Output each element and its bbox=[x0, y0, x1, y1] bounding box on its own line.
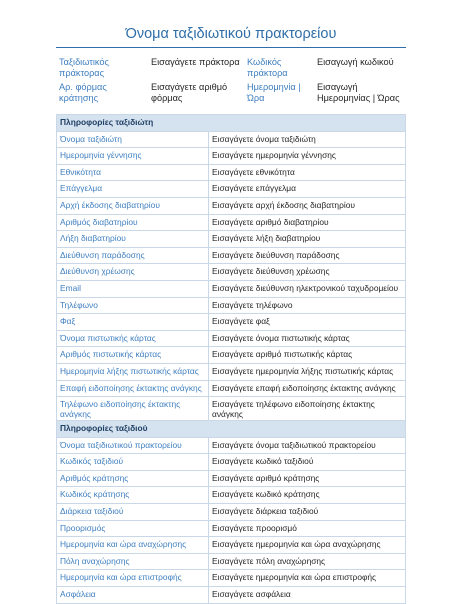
table-row bbox=[57, 314, 406, 331]
field-value[interactable]: Εισαγάγετε τηλέφωνο ειδοποίησης έκτακτης ανάγκης bbox=[209, 397, 406, 421]
field-value[interactable]: Εισαγάγετε όνομα ταξιδιωτικού πρακτορείου bbox=[209, 437, 406, 454]
table-row bbox=[57, 280, 406, 297]
field-value[interactable]: Εισαγάγετε διεύθυνση παράδοσης bbox=[209, 247, 406, 264]
field-label: Όνομα πιστωτικής κάρτας bbox=[57, 330, 209, 347]
field-label: Ημερομηνία και ώρα επιστροφής bbox=[57, 570, 209, 587]
field-label: Πόλη αναχώρησης bbox=[57, 553, 209, 570]
field-label: Αριθμός πιστωτικής κάρτας bbox=[57, 347, 209, 364]
section-header-row bbox=[57, 115, 406, 132]
header-field-value[interactable]: Εισαγωγή Ημερομηνίας | Ώρας bbox=[317, 82, 400, 103]
table-row bbox=[57, 587, 406, 604]
table-row bbox=[57, 397, 406, 421]
field-value[interactable]: Εισαγάγετε διεύθυνση ηλεκτρονικού ταχυδρομείου bbox=[209, 280, 406, 297]
section-heading: Πληροφορίες ταξιδιώτη bbox=[57, 115, 406, 132]
field-value[interactable]: Εισαγάγετε κωδικό κράτησης bbox=[209, 487, 406, 504]
booking-header-table bbox=[56, 55, 406, 105]
field-label: Επάγγελμα bbox=[57, 181, 209, 198]
field-label: Διεύθυνση παράδοσης bbox=[57, 247, 209, 264]
field-value[interactable]: Εισαγάγετε τηλέφωνο bbox=[209, 297, 406, 314]
header-field-label: Αρ. φόρμας κράτησης bbox=[59, 82, 107, 103]
field-value[interactable]: Εισαγάγετε φαξ bbox=[209, 314, 406, 331]
field-label: Email bbox=[57, 280, 209, 297]
header-field-label: Ημερομηνία | Ώρα bbox=[247, 82, 301, 103]
table-row bbox=[57, 363, 406, 380]
section-heading: Πληροφορίες ταξιδιού bbox=[57, 421, 406, 438]
table-row bbox=[57, 330, 406, 347]
field-label: Ημερομηνία γέννησης bbox=[57, 148, 209, 165]
field-label: Ημερομηνία λήξης πιστωτικής κάρτας bbox=[57, 363, 209, 380]
field-value[interactable]: Εισαγάγετε προορισμό bbox=[209, 520, 406, 537]
field-label: Τηλέφωνο bbox=[57, 297, 209, 314]
page-title: Όνομα ταξιδιωτικού πρακτορείου bbox=[125, 26, 337, 42]
field-value[interactable]: Εισαγάγετε διάρκεια ταξιδιού bbox=[209, 504, 406, 521]
field-label: Όνομα ταξιδιώτη bbox=[57, 131, 209, 148]
field-value[interactable]: Εισαγάγετε ασφάλεια bbox=[209, 587, 406, 604]
field-label: Κωδικός κράτησης bbox=[57, 487, 209, 504]
table-row bbox=[57, 197, 406, 214]
field-value[interactable]: Εισαγάγετε κωδικό ταξιδιού bbox=[209, 454, 406, 471]
field-label: Αριθμός κράτησης bbox=[57, 470, 209, 487]
field-value[interactable]: Εισαγάγετε επαφή ειδοποίησης έκτακτης ανάγκης bbox=[209, 380, 406, 397]
field-value[interactable]: Εισαγάγετε αριθμό πιστωτικής κάρτας bbox=[209, 347, 406, 364]
table-row bbox=[57, 347, 406, 364]
table-row bbox=[57, 264, 406, 281]
field-label: Φαξ bbox=[57, 314, 209, 331]
table-row bbox=[57, 537, 406, 554]
table-row bbox=[57, 247, 406, 264]
table-row bbox=[57, 570, 406, 587]
table-row bbox=[57, 297, 406, 314]
field-value[interactable]: Εισαγάγετε ημερομηνία λήξης πιστωτικής κάρτας bbox=[209, 363, 406, 380]
traveler-trip-table bbox=[56, 114, 406, 604]
field-label: Λήξη διαβατηρίου bbox=[57, 231, 209, 248]
field-label: Όνομα ταξιδιωτικού πρακτορείου bbox=[57, 437, 209, 454]
table-row bbox=[57, 181, 406, 198]
field-value[interactable]: Εισαγάγετε ημερομηνία γέννησης bbox=[209, 148, 406, 165]
table-row bbox=[57, 380, 406, 397]
field-value[interactable]: Εισαγάγετε αρχή έκδοσης διαβατηρίου bbox=[209, 197, 406, 214]
field-label: Αριθμός διαβατηρίου bbox=[57, 214, 209, 231]
field-value[interactable]: Εισαγάγετε αριθμό διαβατηρίου bbox=[209, 214, 406, 231]
table-row bbox=[57, 131, 406, 148]
header-field-value[interactable]: Εισαγάγετε πράκτορα bbox=[151, 57, 240, 67]
header-field-label: Ταξιδιωτικός πράκτορας bbox=[59, 57, 109, 78]
section-header-row bbox=[57, 421, 406, 438]
header-field-value[interactable]: Εισαγάγετε αριθμό φόρμας bbox=[151, 82, 228, 103]
table-row bbox=[57, 148, 406, 165]
field-label: Κωδικός ταξιδιού bbox=[57, 454, 209, 471]
field-value[interactable]: Εισαγάγετε ημερομηνία και ώρα αναχώρησης bbox=[209, 537, 406, 554]
field-label: Εθνικότητα bbox=[57, 164, 209, 181]
table-row bbox=[57, 520, 406, 537]
field-value[interactable]: Εισαγάγετε εθνικότητα bbox=[209, 164, 406, 181]
field-label: Διεύθυνση χρέωσης bbox=[57, 264, 209, 281]
field-value[interactable]: Εισαγάγετε πόλη αναχώρησης bbox=[209, 553, 406, 570]
header-field-value[interactable]: Εισαγωγή κωδικού bbox=[317, 57, 394, 67]
field-label: Διάρκεια ταξιδιού bbox=[57, 504, 209, 521]
field-label: Επαφή ειδοποίησης έκτακτης ανάγκης bbox=[57, 380, 209, 397]
table-row bbox=[57, 164, 406, 181]
field-value[interactable]: Εισαγάγετε λήξη διαβατηρίου bbox=[209, 231, 406, 248]
table-row bbox=[57, 504, 406, 521]
field-label: Ημερομηνία και ώρα αναχώρησης bbox=[57, 537, 209, 554]
table-row bbox=[57, 487, 406, 504]
field-value[interactable]: Εισαγάγετε διεύθυνση χρέωσης bbox=[209, 264, 406, 281]
header-field-label: Κωδικός πράκτορα bbox=[247, 57, 288, 78]
header-row bbox=[56, 80, 406, 105]
field-label: Τηλέφωνο ειδοποίησης έκτακτης ανάγκης bbox=[57, 397, 209, 421]
field-label: Αρχή έκδοσης διαβατηρίου bbox=[57, 197, 209, 214]
title-divider bbox=[56, 47, 406, 48]
table-row bbox=[57, 437, 406, 454]
field-value[interactable]: Εισαγάγετε όνομα πιστωτικής κάρτας bbox=[209, 330, 406, 347]
field-label: Ασφάλεια bbox=[57, 587, 209, 604]
table-row bbox=[57, 553, 406, 570]
table-row bbox=[57, 214, 406, 231]
field-value[interactable]: Εισαγάγετε ημερομηνία και ώρα επιστροφής bbox=[209, 570, 406, 587]
table-row bbox=[57, 231, 406, 248]
field-value[interactable]: Εισαγάγετε αριθμό κράτησης bbox=[209, 470, 406, 487]
table-row bbox=[57, 470, 406, 487]
field-value[interactable]: Εισαγάγετε όνομα ταξιδιώτη bbox=[209, 131, 406, 148]
field-label: Προορισμός bbox=[57, 520, 209, 537]
field-value[interactable]: Εισαγάγετε επάγγελμα bbox=[209, 181, 406, 198]
table-row bbox=[57, 454, 406, 471]
header-row bbox=[56, 55, 406, 80]
